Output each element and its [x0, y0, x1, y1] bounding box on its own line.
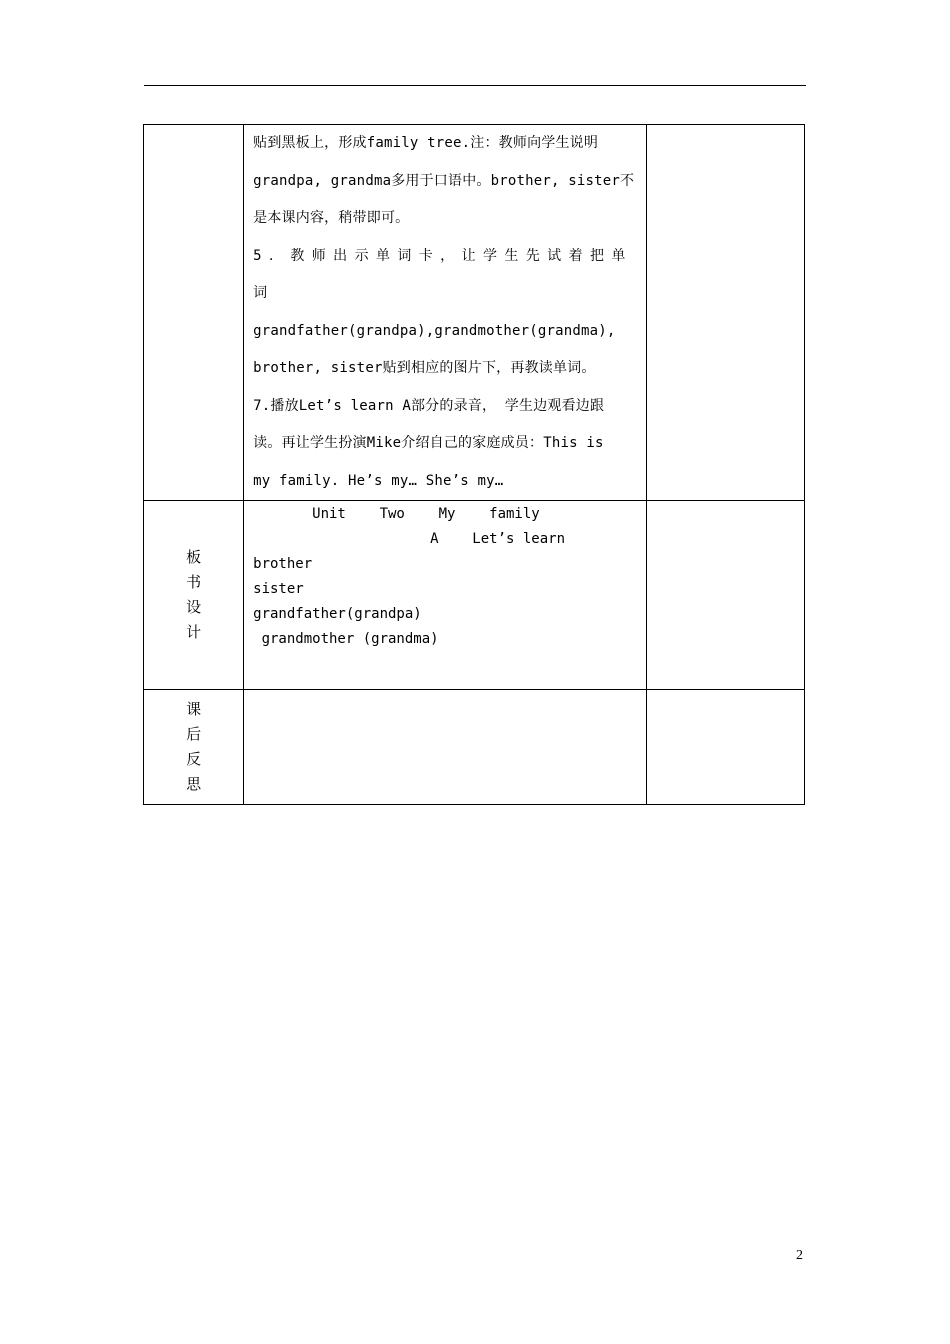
board-word: brother — [253, 556, 313, 572]
procedure-notes-cell — [646, 125, 804, 501]
board-word: grandfather(grandpa) — [253, 606, 422, 622]
board-design-row — [144, 501, 805, 690]
board-design-content — [244, 501, 647, 690]
procedure-line: grandpa, grandma多用于口语中。brother, sister不 — [253, 172, 635, 189]
procedure-line: 是本课内容，稍带即可。 — [253, 210, 410, 226]
board-word: sister — [253, 581, 304, 597]
lesson-table — [143, 124, 805, 805]
header-rule — [144, 85, 806, 86]
procedure-row — [144, 125, 805, 501]
procedure-line: grandfather(grandpa),grandmother(grandma), — [253, 322, 616, 339]
board-title-line: Unit Two My family — [253, 506, 540, 522]
board-subtitle-line: A Let’s learn — [253, 531, 566, 547]
procedure-line: 贴到黑板上，形成family tree.注：教师向学生说明 — [253, 135, 599, 151]
reflection-row — [144, 690, 805, 805]
procedure-content-cell — [244, 125, 647, 501]
procedure-line: 5．教师出示单词卡，让学生先试着把单词 — [253, 247, 633, 301]
page-number: 2 — [796, 1248, 803, 1263]
reflection-notes-cell — [646, 690, 804, 805]
procedure-line: 7.播放Let’s learn A部分的录音， 学生边观看边跟 — [253, 397, 605, 414]
reflection-label: 课 后 反 思 — [144, 690, 244, 805]
procedure-line: brother, sister贴到相应的图片下，再教读单词。 — [253, 360, 596, 376]
board-design-label: 板 书 设 计 — [144, 501, 244, 690]
procedure-line: 读。再让学生扮演Mike介绍自己的家庭成员：This is — [253, 435, 604, 451]
procedure-line: my family. He’s my… She’s my… — [253, 472, 504, 489]
reflection-content-cell — [244, 690, 647, 805]
procedure-label-cell — [144, 125, 244, 501]
board-notes-cell — [646, 501, 804, 690]
board-word: grandmother (grandma) — [253, 631, 439, 647]
